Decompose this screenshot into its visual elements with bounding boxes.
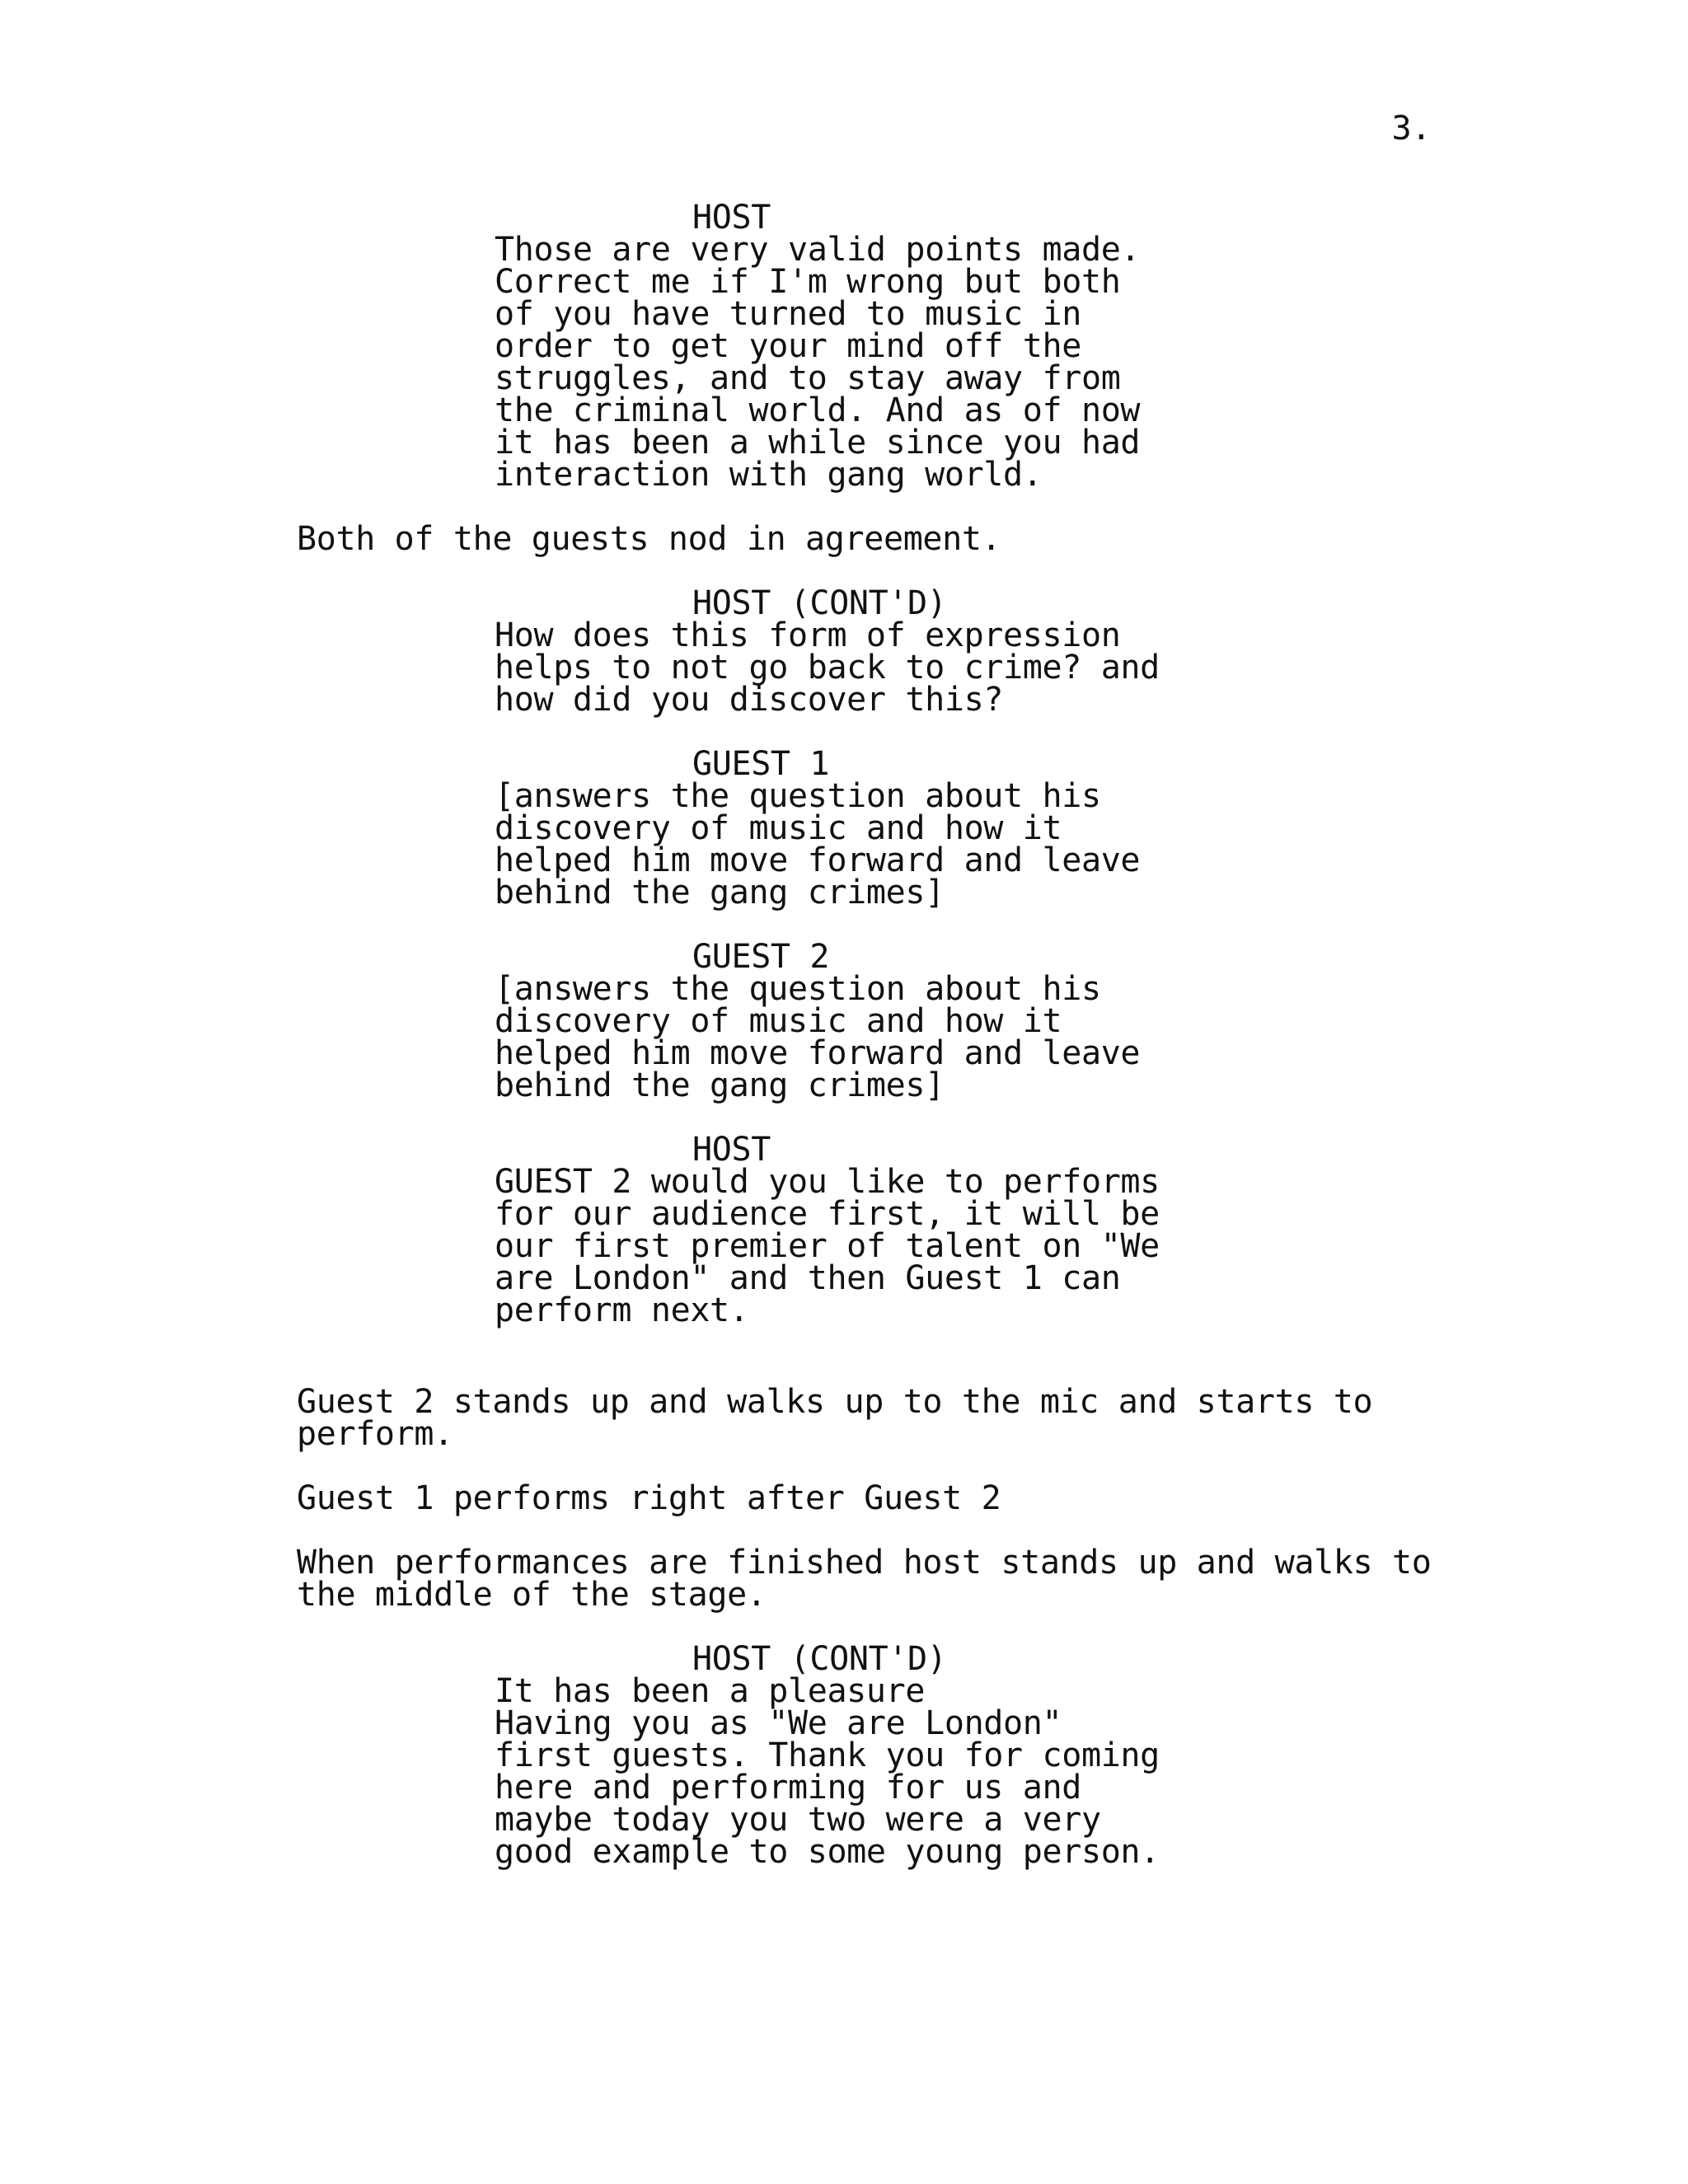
dialogue-block-guest-1 — [297, 745, 1475, 912]
dialogue-block-guest-2 — [297, 938, 1475, 1104]
dialogue-line: here and performing for us and — [495, 1769, 1081, 1807]
character-name: GUEST 2 — [692, 938, 830, 976]
dialogue-line: behind the gang crimes] — [495, 874, 945, 912]
dialogue-line: first guests. Thank you for coming — [495, 1736, 1160, 1774]
dialogue-line: Correct me if I'm wrong but both — [495, 263, 1121, 301]
dialogue-line: interaction with gang world. — [495, 456, 1043, 494]
action-line: When performances are finished host stands up and walks to — [297, 1544, 1432, 1582]
character-name: HOST (CONT'D) — [692, 584, 947, 622]
dialogue-line: helped him move forward and leave — [495, 1034, 1141, 1072]
dialogue-block-host-contd-1 — [297, 584, 1475, 719]
dialogue-line: [answers the question about his — [495, 970, 1101, 1008]
dialogue-block-host-contd-2 — [297, 1640, 1475, 1871]
action-line: perform. — [297, 1415, 453, 1453]
dialogue-line: our first premier of talent on "We — [495, 1227, 1160, 1265]
dialogue-line: of you have turned to music in — [495, 295, 1081, 333]
dialogue-line: Having you as "We are London" — [495, 1704, 1062, 1742]
dialogue-line: Those are very valid points made. — [495, 231, 1141, 269]
action-block-guests-nod — [297, 520, 1475, 558]
dialogue-line: maybe today you two were a very — [495, 1801, 1101, 1839]
dialogue-line: perform next. — [495, 1291, 749, 1329]
dialogue-line: discovery of music and how it — [495, 1002, 1062, 1040]
character-name: GUEST 1 — [692, 745, 830, 783]
action-block-guest-1-performs — [297, 1479, 1475, 1517]
dialogue-line: it has been a while since you had — [495, 424, 1141, 462]
dialogue-line: It has been a pleasure — [495, 1672, 926, 1710]
dialogue-line: behind the gang crimes] — [495, 1066, 945, 1104]
dialogue-line: helps to not go back to crime? and — [495, 649, 1160, 687]
action-block-guest-2-performs — [297, 1383, 1475, 1453]
action-block-host-walks — [297, 1544, 1475, 1614]
dialogue-line: are London" and then Guest 1 can — [495, 1259, 1121, 1297]
dialogue-line: struggles, and to stay away from — [495, 359, 1121, 397]
action-line: Guest 1 performs right after Guest 2 — [297, 1479, 1001, 1517]
character-name: HOST — [692, 199, 771, 237]
dialogue-block-host-2 — [297, 1131, 1475, 1329]
dialogue-line: the criminal world. And as of now — [495, 391, 1141, 429]
action-line: Both of the guests nod in agreement. — [297, 520, 1001, 558]
dialogue-line: discovery of music and how it — [495, 809, 1062, 847]
action-line: Guest 2 stands up and walks up to the mic and starts to — [297, 1383, 1373, 1421]
character-name: HOST — [692, 1131, 771, 1169]
dialogue-line: helped him move forward and leave — [495, 841, 1141, 879]
dialogue-line: for our audience first, it will be — [495, 1195, 1160, 1233]
dialogue-line: How does this form of expression — [495, 616, 1121, 654]
character-name: HOST (CONT'D) — [692, 1640, 947, 1678]
dialogue-block-host-1 — [297, 199, 1475, 494]
action-line: the middle of the stage. — [297, 1576, 767, 1614]
dialogue-line: order to get your mind off the — [495, 327, 1081, 365]
dialogue-line: [answers the question about his — [495, 777, 1101, 815]
dialogue-line: good example to some young person. — [495, 1833, 1160, 1871]
dialogue-line: GUEST 2 would you like to performs — [495, 1163, 1160, 1201]
page-number: 3. — [1391, 110, 1431, 148]
dialogue-line: how did you discover this? — [495, 681, 1004, 719]
script-body — [297, 199, 1475, 1900]
